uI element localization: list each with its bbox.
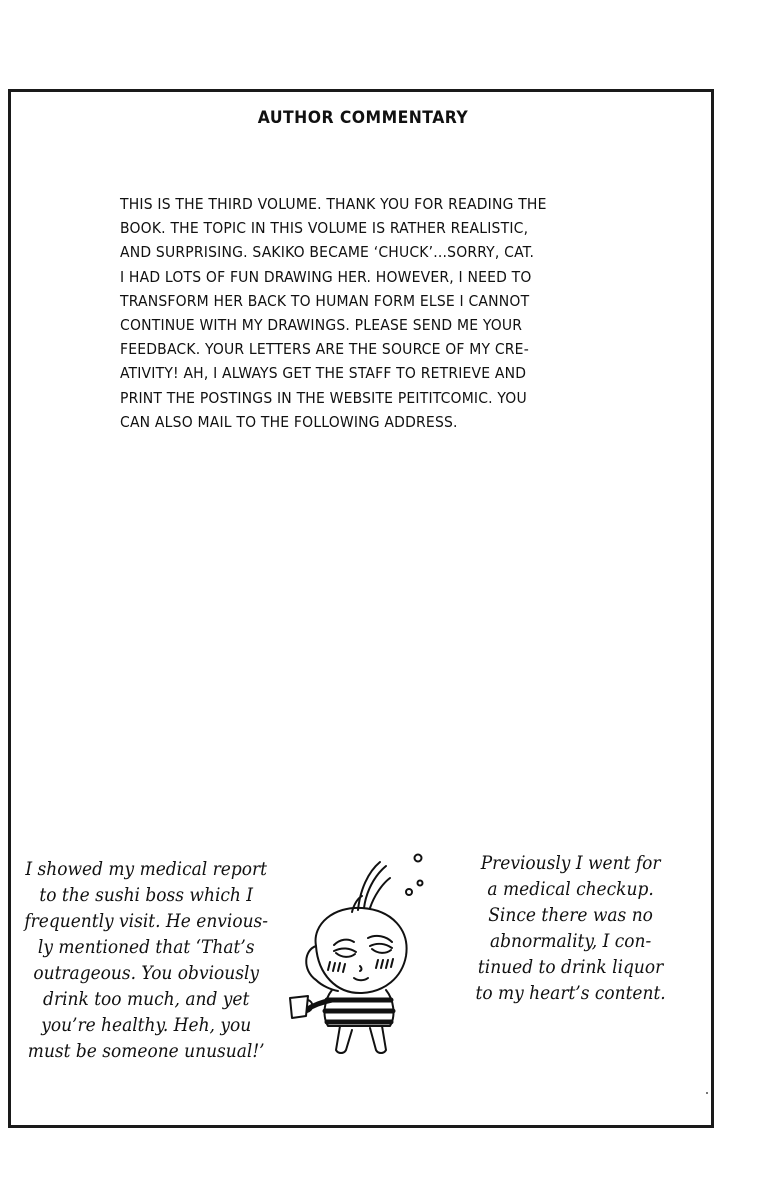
left-note-line: drink too much, and yet xyxy=(43,989,250,1010)
left-note-line: frequently visit. He envious- xyxy=(24,911,269,932)
right-note-line: tinued to drink liquor xyxy=(477,957,664,978)
right-note-line: Since there was no xyxy=(488,905,653,926)
left-note-line: you’re healthy. Heh, you xyxy=(41,1015,252,1036)
left-note-line: outrageous. You obviously xyxy=(33,963,260,984)
sleepy-drinking-character-icon xyxy=(282,850,432,1060)
left-note-line: ly mentioned that ‘That’s xyxy=(37,937,255,958)
body-line: AND SURPRISING. SAKIKO BECAME ‘CHUCK’...SORRY, CAT. xyxy=(120,243,535,262)
body-line: BOOK. THE TOPIC IN THIS VOLUME IS RATHER REALISTIC, xyxy=(120,219,529,238)
left-note-line: I showed my medical report xyxy=(25,859,267,880)
body-line: PRINT THE POSTINGS IN THE WEBSITE PEITITCOMIC. YOU xyxy=(120,388,527,407)
body-line: FEEDBACK. YOUR LETTERS ARE THE SOURCE OF MY CRE- xyxy=(120,340,529,359)
body-line: CAN ALSO MAIL TO THE FOLLOWING ADDRESS. xyxy=(120,412,458,431)
body-line: THIS IS THE THIRD VOLUME. THANK YOU FOR READING THE xyxy=(120,195,547,213)
left-note xyxy=(22,857,270,1065)
right-note xyxy=(474,851,667,1007)
right-note-line: Previously I went for xyxy=(480,853,661,874)
left-note-line: to the sushi boss which I xyxy=(39,885,254,906)
right-note-line: to my heart’s content. xyxy=(475,983,666,1004)
body-line: CONTINUE WITH MY DRAWINGS. PLEASE SEND ME YOUR xyxy=(120,316,523,335)
body-line: ATIVITY! AH, I ALWAYS GET THE STAFF TO RETRIEVE AND xyxy=(120,364,527,383)
commentary-body xyxy=(120,192,600,434)
body-line: I HAD LOTS OF FUN DRAWING HER. HOWEVER, I NEED TO xyxy=(120,267,532,286)
left-note-line: must be someone unusual!’ xyxy=(27,1041,265,1062)
right-note-line: abnormality, I con- xyxy=(489,931,652,952)
body-line: TRANSFORM HER BACK TO HUMAN FORM ELSE I CANNOT xyxy=(120,291,530,310)
right-note-line: a medical checkup. xyxy=(487,879,654,900)
page-title: AUTHOR COMMENTARY xyxy=(257,108,469,128)
scan-speck xyxy=(706,1092,708,1094)
